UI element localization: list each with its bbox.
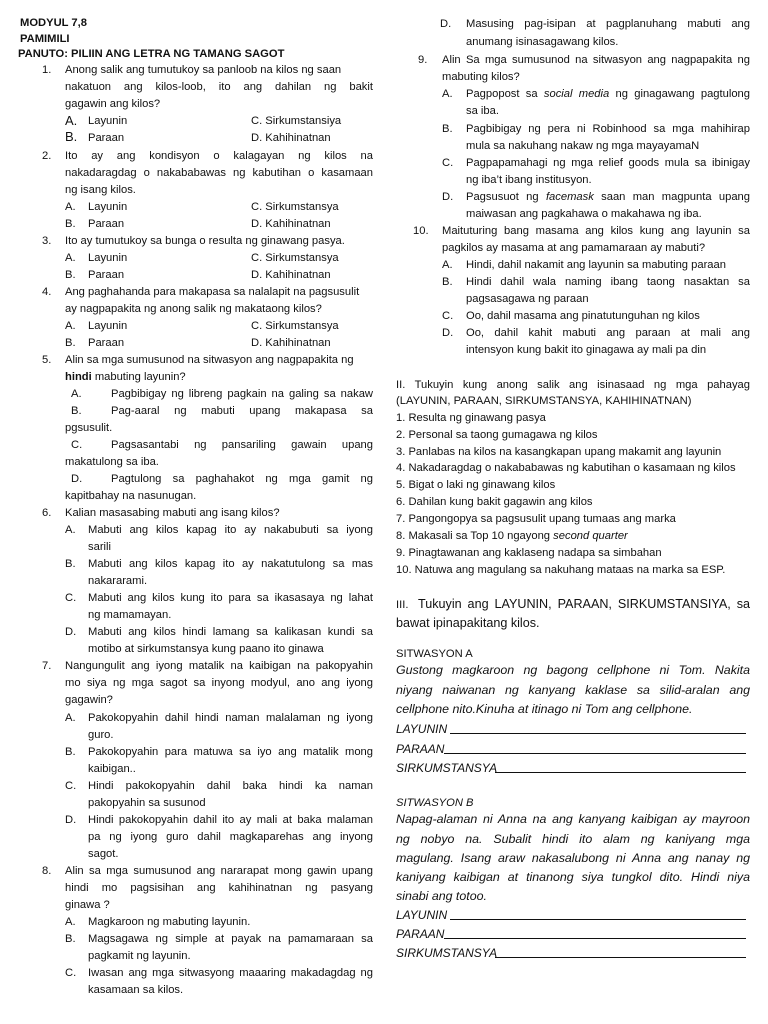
question-text: gagawin?	[65, 694, 113, 706]
part3-roman: III.	[396, 599, 409, 611]
situation-b-text: sinabi ang totoo.	[396, 889, 487, 903]
option-text: C. Sirkumstansiya	[251, 115, 342, 127]
option-text: Hindi, dahil nakamit ang layunin sa mabuting paraan	[466, 259, 726, 271]
option-text: Pagpopost sa	[466, 88, 544, 100]
option-letter: C.	[65, 592, 77, 604]
option-letter: D.	[442, 327, 454, 339]
option-text: Pagbibigay ng libreng pagkain na galing sa nakaw	[111, 388, 373, 400]
option-letter: A.	[442, 259, 453, 271]
question-text: Nangungulit ang iyong matalik na kaibigan na pakopyahin	[65, 660, 373, 672]
option-text: pa ng iyong guro dahil magkaparehas ang inyong	[88, 831, 373, 843]
option-text: Layunin	[88, 252, 128, 264]
option-text: facemask	[545, 191, 594, 203]
option-text: C. Sirkumstansya	[251, 201, 339, 213]
question-number: 8.	[42, 865, 52, 877]
option-text: Magsagawa ng simple at payak na pamamaraan sa	[88, 933, 373, 945]
option-text: ng mamamayan.	[88, 609, 172, 621]
question-text: Alin sa mga sumusunod ang nararapat mong gawin upang	[65, 865, 373, 877]
part2-item-emphasis: second quarter	[553, 530, 628, 542]
question-text: Maituturing bang masama ang kilos kung ang layunin sa	[442, 225, 750, 237]
layunin-label: LAYUNIN	[396, 722, 448, 736]
question-number: 9.	[418, 54, 428, 66]
option-text: Mabuti ang kilos kapag ito ay nakabubuti sa iyong	[88, 524, 373, 536]
situation-b-text: kaniyang kaibigan at tinanong siya tungkol dito. Hindi niya	[396, 870, 750, 884]
option-letter: B.	[65, 746, 76, 758]
situation-a-text: niyang naiwanan ng kanyang kaklase sa silid-aralan ang	[396, 683, 750, 697]
option-text: pgsusulit.	[65, 422, 113, 434]
option-letter: A.	[65, 201, 76, 213]
option-text: D. Kahihinatnan	[251, 337, 331, 349]
option-letter: B.	[71, 405, 82, 417]
question-text: Alin sa mga sumusunod na sitwasyon ang nagpapakita ng	[65, 354, 354, 366]
option-text: pagkamit ng layunin.	[88, 950, 191, 962]
question-number: 1.	[42, 64, 52, 76]
option-letter: B.	[442, 276, 453, 288]
option-text: Mabuti ang kilos hindi lamang sa kalikasan kundi sa	[88, 626, 373, 638]
option-letter: A.	[71, 388, 82, 400]
option-text: nakararami.	[88, 575, 148, 587]
option-letter: D.	[71, 473, 83, 485]
question-text	[65, 370, 186, 384]
option-text: Pag-aaral ng mabuti upang makapasa sa	[111, 405, 373, 417]
option-text: saan man magpunta upang	[593, 191, 750, 203]
option-text: D. Kahihinatnan	[251, 269, 331, 281]
part2-item: 4. Nakadaragdag o nakababawas ng kabutihan o kasamaan ng kilos	[396, 462, 736, 474]
option-text: sa iba.	[466, 105, 499, 117]
option-text: C. Sirkumstansya	[251, 252, 339, 264]
layunin-answer-line[interactable]	[450, 733, 746, 734]
part3-heading: Tukuyin ang LAYUNIN, PARAAN, SIRKUMSTANSIYA, sa	[418, 597, 750, 611]
option-text: pakopyahin sa susunod	[88, 797, 206, 809]
option-text: Layunin	[88, 201, 128, 213]
option-letter: B.	[65, 337, 76, 349]
question-text: ginawa ?	[65, 899, 110, 911]
option-text: Oo, dahil kahit mabuti ang paraan at mali ang	[466, 327, 750, 339]
question-text: mabuting layunin?	[91, 371, 186, 383]
option-text: ng ginagawang pagtulong	[609, 88, 750, 100]
part2-item	[396, 529, 628, 543]
option-text: maiwasan ang pagkahawa o makahawa ng iba.	[466, 208, 702, 220]
part2-item-text: 8. Makasali sa Top 10 ngayong	[396, 530, 554, 542]
option-text: Pakokopyahin para matuwa sa iyo ang matalik mong	[88, 746, 373, 758]
option-letter: C.	[65, 780, 77, 792]
option-text: Oo, dahil masama ang pinatutunguhan ng kilos	[466, 310, 700, 322]
module-title: MODYUL 7,8	[20, 17, 87, 29]
option-text: Pagtulong sa paghahakot ng mga gamit ng	[111, 473, 373, 485]
option-text: Hindi pakokopyahin dahil ito ay mali at baka malaman	[88, 814, 373, 826]
option-letter: C.	[71, 439, 83, 451]
question-number: 4.	[42, 286, 52, 298]
question-text: mabuting kilos?	[442, 71, 520, 83]
option-text: kaibigan..	[88, 763, 136, 775]
layunin-label: LAYUNIN	[396, 908, 448, 922]
paraan-label: PARAAN	[396, 742, 445, 756]
question-text: Ito ay tumutukoy sa bunga o resulta ng ginawang pasya.	[65, 235, 345, 247]
paraan-answer-line[interactable]	[444, 938, 746, 939]
sirkumstansya-label: SIRKUMSTANSYA	[396, 761, 498, 775]
question-text: Kalian masasabing mabuti ang isang kilos?	[65, 507, 280, 519]
option-letter: B.	[442, 123, 453, 135]
option-letter: D.	[65, 626, 77, 638]
part2-item: 6. Dahilan kung bakit gagawin ang kilos	[396, 496, 593, 508]
option-text: Layunin	[88, 115, 128, 127]
section-title: PAMIMILI	[20, 33, 70, 45]
situation-b-text: ng nobyo na. Subalit hindi ito alam ng kaniyang mga	[396, 832, 750, 846]
option-letter: A.	[65, 113, 78, 128]
option-text: intensyon kung bakit ito ginagawa ay mali pa din	[466, 344, 707, 356]
layunin-answer-line[interactable]	[450, 919, 746, 920]
sirkumstansya-answer-line[interactable]	[495, 957, 746, 958]
option-text: ng iba’t ibang institusyon.	[466, 174, 592, 186]
option-text: D. Kahihinatnan	[251, 132, 331, 144]
option-letter: D.	[440, 18, 452, 30]
part2-item: 2. Personal sa taong gumagawa ng kilos	[396, 429, 598, 441]
emphasis-text: hindi	[65, 371, 92, 383]
part2-item: 3. Panlabas na kilos na kasangkapan upang makamit ang layunin	[396, 446, 722, 458]
option-text: guro.	[88, 729, 114, 741]
question-text: nakadaragdag o nakababawas ng kabutihan o kasamaan	[65, 167, 373, 179]
option-letter: C.	[442, 310, 454, 322]
option-text: Paraan	[88, 218, 125, 230]
option-letter: A.	[65, 320, 76, 332]
option-letter: C.	[442, 157, 454, 169]
option-text: Hindi dahil wala naming ibang taong nasaktan sa	[466, 276, 750, 288]
part2-item: 1. Resulta ng ginawang pasya	[396, 412, 546, 424]
option-text: D. Kahihinatnan	[251, 218, 331, 230]
option-text: Mabuti ang kilos kapag ito ay nakatutulong sa mas	[88, 558, 373, 570]
option-text: makatulong sa iba.	[65, 456, 159, 468]
question-number: 7.	[42, 660, 52, 672]
option-text: Paraan	[88, 269, 125, 281]
option-text: C. Sirkumstansya	[251, 320, 339, 332]
option-letter: A.	[65, 712, 76, 724]
option-text: Pakokopyahin dahil hindi naman malalaman ng iyong	[88, 712, 373, 724]
option-text: pagsasagawa ng paraan	[466, 293, 589, 305]
question-number: 2.	[42, 150, 52, 162]
part2-heading: (LAYUNIN, PARAAN, SIRKUMSTANSYA, KAHIHINATNAN)	[396, 395, 692, 407]
option-letter: B.	[65, 933, 76, 945]
part2-item: 7. Pangongopya sa pagsusulit upang tumaas ang marka	[396, 513, 676, 525]
option-text: Pagsasantabi ng pansariling gawain upang	[111, 439, 373, 451]
paraan-label: PARAAN	[396, 927, 445, 941]
option-letter: A.	[65, 252, 76, 264]
option-letter: D.	[65, 814, 77, 826]
question-number: 10.	[413, 225, 429, 237]
question-text: hindi mo pagsisihan ang kahihinatnan ng pasyang	[65, 882, 373, 894]
question-text: Alin Sa mga sumusunod na sitwasyon ang nagpapakita ng	[442, 54, 750, 66]
question-text: Ito ay ang kondisyon o kalagayan ng kilos na	[65, 150, 373, 162]
option-letter: B.	[65, 558, 76, 570]
option-text: kapitbahay na nasunugan.	[65, 490, 197, 502]
option-text: kasamaan sa kilos.	[88, 984, 184, 996]
option-text: Mabuti ang kilos kung ito para sa ikasasaya ng lahat	[88, 592, 373, 604]
option-letter: B.	[65, 129, 78, 144]
situation-b-text: Napag-alaman ni Anna na ang kanyang kaibigan ay mayroon	[396, 812, 750, 826]
part2-item: 10. Natuwa ang magulang sa nakuhang mataas na marka sa ESP.	[396, 564, 726, 576]
option-text	[466, 87, 750, 101]
question-text: pagkilos ay masama at ang pamamaraan ay mabuti?	[442, 242, 706, 254]
option-text: Pagsusuot ng	[466, 191, 546, 203]
situation-a-text: Gustong magkaroon ng bagong cellphone ni Tom. Nakita	[396, 663, 750, 677]
option-text: mula sa nakuhang nakaw ng mga mayayamaN	[466, 140, 700, 152]
instructions: PANUTO: PILIIN ANG LETRA NG TAMANG SAGOT	[18, 48, 285, 60]
option-letter: A.	[442, 88, 453, 100]
part3-heading: bawat ipinapakitang kilos.	[396, 616, 540, 630]
part2-heading: II. Tukuyin kung anong salik ang isinasaad ng mga pahayag	[396, 379, 750, 391]
option-letter: B.	[65, 218, 76, 230]
option-text: Iwasan ang mga sitwasyong maaaring makadagdag ng	[88, 967, 373, 979]
question-text: mo siya ng mga sagot sa inyong modyul, ano ang iyong	[65, 677, 373, 689]
option-letter: A.	[65, 524, 76, 536]
option-text: Pagbibigay ng pera ni Robinhood sa mga mahihirap	[466, 123, 750, 135]
option-text: Pagpapamahagi ng mga relief goods mula sa ibinigay	[466, 157, 750, 169]
option-text: motibo at sirkumstansya kung paano ito ginawa	[88, 643, 324, 655]
question-number: 6.	[42, 507, 52, 519]
option-text: sagot.	[88, 848, 119, 860]
option-text: Paraan	[88, 337, 125, 349]
option-text: sarili	[88, 541, 111, 553]
part2-item: 5. Bigat o laki ng ginawang kilos	[396, 479, 556, 491]
situation-b-title: SITWASYON B	[396, 797, 474, 809]
option-letter: A.	[65, 916, 76, 928]
option-text: Paraan	[88, 132, 125, 144]
option-text: social media	[543, 88, 610, 100]
question-text: ng isang kilos.	[65, 184, 136, 196]
question-number: 5.	[42, 354, 52, 366]
option-text: Layunin	[88, 320, 128, 332]
option-text: Magkaroon ng mabuting layunin.	[88, 916, 251, 928]
option-letter: C.	[65, 967, 77, 979]
question-text: gagawin ang kilos?	[65, 98, 161, 110]
part2-item: 9. Pinagtawanan ang kaklaseng nadapa sa simbahan	[396, 547, 662, 559]
question-text: ay nagpapakita ng anong salik ng makataong kilos?	[65, 303, 322, 315]
question-text: Ang paghahanda para makapasa sa nalalapit na pagsusulit	[65, 286, 360, 298]
option-text: Masusing pag-isipan at pagplanuhang mabuti ang	[466, 18, 750, 30]
question-number: 3.	[42, 235, 52, 247]
situation-a-text: cellphone nito.Kinuha at itinago ni Tom ang cellphone.	[396, 702, 693, 716]
situation-a-title: SITWASYON A	[396, 648, 473, 660]
option-text: Hindi pakokopyahin dahil baka hindi ka naman	[88, 780, 373, 792]
paraan-answer-line[interactable]	[444, 753, 746, 754]
sirkumstansya-answer-line[interactable]	[495, 772, 746, 773]
option-text	[466, 190, 750, 204]
sirkumstansya-label: SIRKUMSTANSYA	[396, 946, 498, 960]
option-letter: B.	[65, 269, 76, 281]
option-letter: D.	[442, 191, 454, 203]
situation-b-text: magulang. Isang araw nakasalubong ni Anna ang nanay ng	[396, 851, 750, 865]
question-text: Anong salik ang tumutukoy sa panloob na kilos ng saan	[65, 64, 342, 76]
option-text: anumang isinasagawang kilos.	[466, 36, 619, 48]
question-text: nakatuon ang kilos-loob, ito ang dahilan ng bakit	[65, 81, 373, 93]
